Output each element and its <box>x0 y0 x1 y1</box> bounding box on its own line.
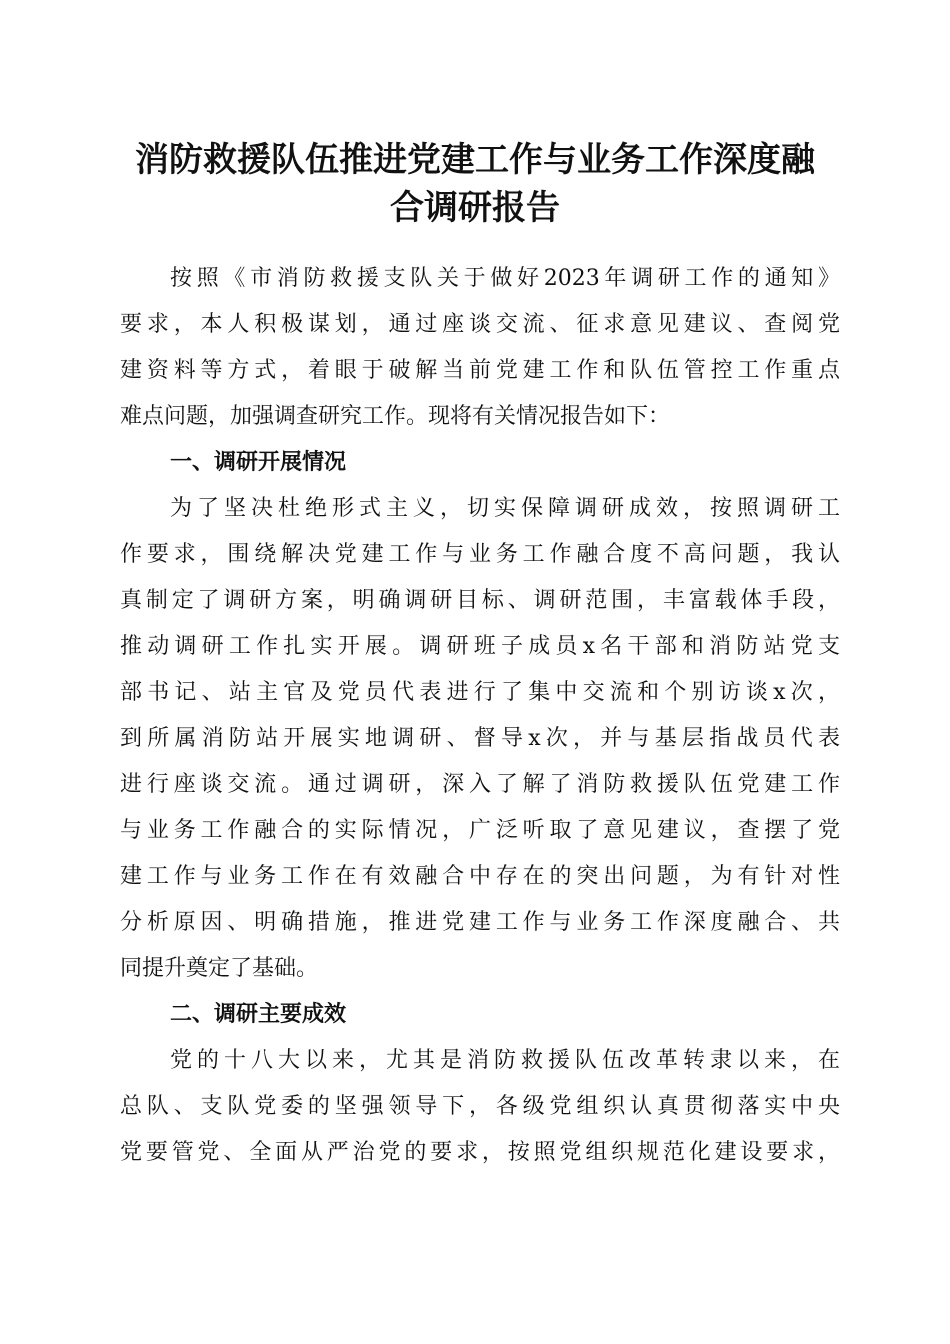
paragraph-line: 真制定了调研方案，明确调研目标、调研范围，丰富载体手段， <box>120 588 840 613</box>
paragraph-line: 总队、支队党委的坚强领导下，各级党组织认真贯彻落实中央 <box>120 1094 840 1119</box>
paragraph-line: 到所属消防站开展实地调研、督导x次，并与基层指战员代表 <box>120 726 840 751</box>
paragraph-line: 党要管党、全面从严治党的要求，按照党组织规范化建设要求， <box>120 1140 840 1165</box>
document-title-line-2: 合调研报告 <box>390 188 560 228</box>
paragraph-line: 推动调研工作扎实开展。调研班子成员x名干部和消防站党支 <box>120 634 840 659</box>
paragraph-line: 作要求，围绕解决党建工作与业务工作融合度不高问题，我认 <box>120 542 840 567</box>
paragraph-line: 分析原因、明确措施，推进党建工作与业务工作深度融合、共 <box>120 910 840 935</box>
paragraph-line: 进行座谈交流。通过调研，深入了解了消防救援队伍党建工作 <box>120 772 840 797</box>
paragraph-line: 党的十八大以来，尤其是消防救援队伍改革转隶以来，在 <box>170 1048 840 1073</box>
paragraph-line: 同提升奠定了基础。 <box>120 956 319 981</box>
section-heading-2: 二、调研主要成效 <box>170 1002 347 1027</box>
paragraph-line: 部书记、站主官及党员代表进行了集中交流和个别访谈x次， <box>120 680 840 705</box>
paragraph-line: 与业务工作融合的实际情况，广泛听取了意见建议，查摆了党 <box>120 818 840 843</box>
intro-line: 要求，本人积极谋划，通过座谈交流、征求意见建议、查阅党 <box>120 312 840 337</box>
paragraph-line: 建工作与业务工作在有效融合中存在的突出问题，为有针对性 <box>120 864 840 889</box>
document-body <box>120 256 840 1176</box>
section-heading-1: 一、调研开展情况 <box>170 450 347 475</box>
intro-line: 建资料等方式，着眼于破解当前党建工作和队伍管控工作重点 <box>120 358 840 383</box>
intro-line: 难点问题，加强调查研究工作。现将有关情况报告如下： <box>120 404 671 429</box>
intro-line: 按照《市消防救援支队关于做好2023年调研工作的通知》 <box>170 266 840 291</box>
document-title-line-1: 消防救援队伍推进党建工作与业务工作深度融 <box>135 140 815 180</box>
paragraph-line: 为了坚决杜绝形式主义，切实保障调研成效，按照调研工 <box>170 496 840 521</box>
